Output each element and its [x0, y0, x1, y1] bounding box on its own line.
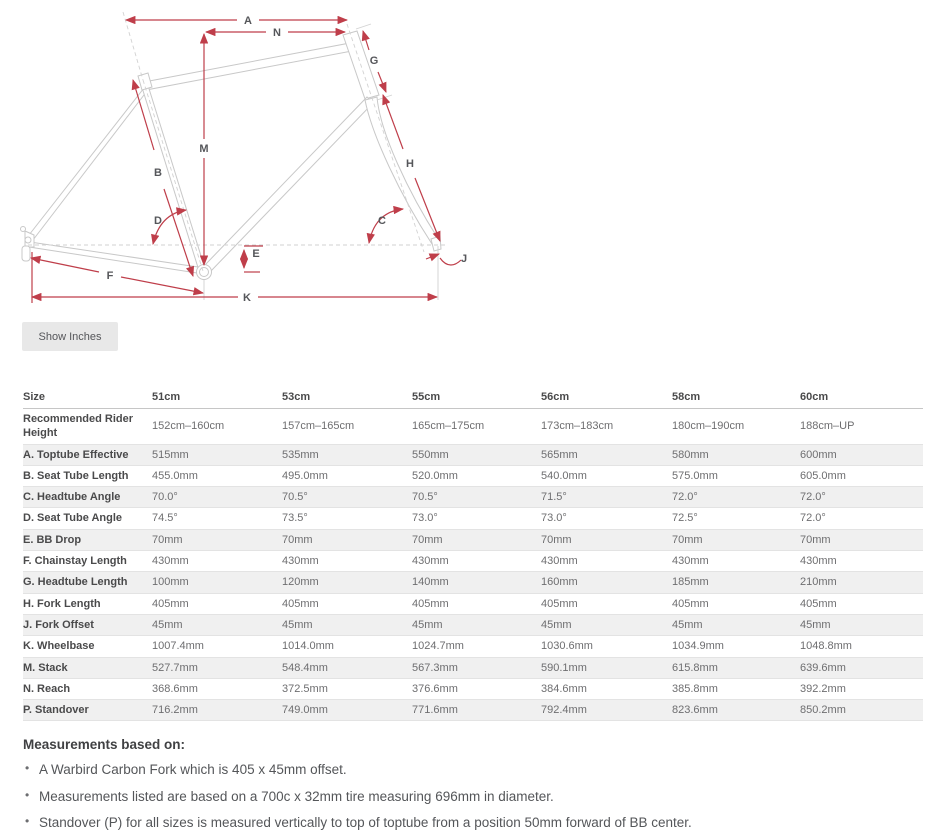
row-value: 392.2mm: [800, 678, 923, 699]
row-value: 567.3mm: [412, 657, 541, 678]
row-value: 180cm–190cm: [672, 409, 800, 445]
row-value: 70.5°: [282, 487, 412, 508]
row-value: 455.0mm: [152, 465, 282, 486]
dim-c: [369, 209, 403, 243]
table-row: [23, 572, 923, 593]
row-value: 605.0mm: [800, 465, 923, 486]
note-item: • Measurements listed are based on a 700c x 32mm tire measuring 696mm in diameter.: [23, 789, 923, 805]
dim-label-h: H: [406, 158, 414, 170]
row-value: 210mm: [800, 572, 923, 593]
geometry-diagram: [0, 0, 480, 310]
row-value: 165cm–175cm: [412, 409, 541, 445]
row-value: 70mm: [412, 529, 541, 550]
row-label: A. Toptube Effective: [23, 444, 152, 465]
table-row: [23, 657, 923, 678]
row-value: 430mm: [541, 551, 672, 572]
row-value: 74.5°: [152, 508, 282, 529]
row-value: 405mm: [282, 593, 412, 614]
geometry-table-head: [23, 387, 923, 409]
row-value: 580mm: [672, 444, 800, 465]
table-row: [23, 487, 923, 508]
table-row: [23, 508, 923, 529]
notes-list: [23, 762, 923, 831]
toptube: [144, 43, 352, 90]
column-header-size: Size: [23, 387, 152, 409]
notes-section: [23, 737, 923, 833]
row-label: C. Headtube Angle: [23, 487, 152, 508]
row-value: 550mm: [412, 444, 541, 465]
row-label: J. Fork Offset: [23, 614, 152, 635]
row-value: 73.5°: [282, 508, 412, 529]
row-label: P. Standover: [23, 700, 152, 721]
dim-label-j: J: [460, 253, 468, 265]
row-value: 639.6mm: [800, 657, 923, 678]
row-value: 45mm: [800, 614, 923, 635]
table-row: [23, 593, 923, 614]
row-value: 140mm: [412, 572, 541, 593]
row-value: 716.2mm: [152, 700, 282, 721]
row-value: 384.6mm: [541, 678, 672, 699]
row-value: 160mm: [541, 572, 672, 593]
row-label: D. Seat Tube Angle: [23, 508, 152, 529]
row-value: 430mm: [800, 551, 923, 572]
row-value: 72.0°: [800, 508, 923, 529]
row-value: 405mm: [672, 593, 800, 614]
column-header: 55cm: [412, 387, 541, 409]
row-value: 72.0°: [800, 487, 923, 508]
dim-label-c: C: [378, 215, 386, 227]
dim-label-g: G: [369, 55, 379, 67]
geometry-table: [23, 387, 923, 721]
row-value: 600mm: [800, 444, 923, 465]
row-value: 430mm: [152, 551, 282, 572]
row-value: 405mm: [800, 593, 923, 614]
row-value: 430mm: [412, 551, 541, 572]
column-header: 56cm: [541, 387, 672, 409]
row-label: E. BB Drop: [23, 529, 152, 550]
column-header: 53cm: [282, 387, 412, 409]
row-value: 565mm: [541, 444, 672, 465]
rear-brake: [21, 227, 26, 232]
column-header: 58cm: [672, 387, 800, 409]
row-value: 185mm: [672, 572, 800, 593]
dim-label-k: K: [243, 292, 251, 304]
row-label: N. Reach: [23, 678, 152, 699]
row-label: F. Chainstay Length: [23, 551, 152, 572]
size-table-header-row: [23, 387, 923, 409]
dim-label-b: B: [154, 167, 162, 179]
column-header: 51cm: [152, 387, 282, 409]
row-value: 430mm: [672, 551, 800, 572]
row-value: 70mm: [672, 529, 800, 550]
row-value: 520.0mm: [412, 465, 541, 486]
row-value: 70mm: [282, 529, 412, 550]
row-value: 188cm–UP: [800, 409, 923, 445]
table-row: [23, 409, 923, 445]
row-value: 430mm: [282, 551, 412, 572]
row-label: G. Headtube Length: [23, 572, 152, 593]
row-value: 749.0mm: [282, 700, 412, 721]
row-value: 73.0°: [412, 508, 541, 529]
row-value: 792.4mm: [541, 700, 672, 721]
notes-heading: Measurements based on:: [23, 737, 186, 752]
dim-label-f: F: [106, 270, 114, 282]
row-value: 850.2mm: [800, 700, 923, 721]
row-value: 152cm–160cm: [152, 409, 282, 445]
row-label: Recommended Rider Height: [23, 409, 152, 445]
row-label: K. Wheelbase: [23, 636, 152, 657]
row-value: 590.1mm: [541, 657, 672, 678]
row-value: 527.7mm: [152, 657, 282, 678]
row-value: 1014.0mm: [282, 636, 412, 657]
row-value: 771.6mm: [412, 700, 541, 721]
row-value: 495.0mm: [282, 465, 412, 486]
dim-j: [426, 254, 461, 265]
row-value: 1024.7mm: [412, 636, 541, 657]
row-value: 376.6mm: [412, 678, 541, 699]
row-value: 70mm: [800, 529, 923, 550]
row-value: 45mm: [282, 614, 412, 635]
row-value: 535mm: [282, 444, 412, 465]
row-label: B. Seat Tube Length: [23, 465, 152, 486]
row-value: 70mm: [541, 529, 672, 550]
bike-frame: [21, 31, 442, 280]
size-table-body: [23, 409, 923, 721]
row-value: 405mm: [541, 593, 672, 614]
row-value: 372.5mm: [282, 678, 412, 699]
column-header: 60cm: [800, 387, 923, 409]
row-value: 823.6mm: [672, 700, 800, 721]
row-value: 45mm: [672, 614, 800, 635]
table-row: [23, 465, 923, 486]
dim-b: [133, 80, 193, 276]
row-value: 548.4mm: [282, 657, 412, 678]
rear-axle: [25, 237, 31, 243]
row-value: 368.6mm: [152, 678, 282, 699]
row-value: 71.5°: [541, 487, 672, 508]
row-value: 72.5°: [672, 508, 800, 529]
table-row: [23, 636, 923, 657]
row-value: 173cm–183cm: [541, 409, 672, 445]
note-item: • Standover (P) for all sizes is measured vertically to top of toptube from a position 50mm forward of BB center.: [23, 815, 923, 831]
derailleur-hanger: [22, 246, 30, 261]
row-value: 405mm: [152, 593, 282, 614]
row-label: M. Stack: [23, 657, 152, 678]
row-value: 575.0mm: [672, 465, 800, 486]
row-value: 385.8mm: [672, 678, 800, 699]
dim-label-n: N: [273, 27, 281, 39]
row-value: 45mm: [541, 614, 672, 635]
table-row: [23, 529, 923, 550]
row-value: 1007.4mm: [152, 636, 282, 657]
row-value: 120mm: [282, 572, 412, 593]
row-value: 45mm: [412, 614, 541, 635]
table-row: [23, 551, 923, 572]
row-value: 1030.6mm: [541, 636, 672, 657]
row-value: 615.8mm: [672, 657, 800, 678]
dim-label-d: D: [154, 215, 162, 227]
dim-label-e: E: [252, 248, 260, 260]
dim-label-m: M: [199, 143, 209, 155]
table-row: [23, 700, 923, 721]
row-value: 1034.9mm: [672, 636, 800, 657]
fork: [365, 97, 439, 244]
row-value: 405mm: [412, 593, 541, 614]
row-value: 100mm: [152, 572, 282, 593]
row-value: 1048.8mm: [800, 636, 923, 657]
table-row: [23, 678, 923, 699]
downtube: [204, 97, 373, 272]
row-value: 73.0°: [541, 508, 672, 529]
row-value: 157cm–165cm: [282, 409, 412, 445]
row-value: 70mm: [152, 529, 282, 550]
table-row: [23, 444, 923, 465]
note-item: • A Warbird Carbon Fork which is 405 x 45mm offset.: [23, 762, 923, 778]
show-inches-button[interactable]: Show Inches: [22, 322, 118, 351]
row-label: H. Fork Length: [23, 593, 152, 614]
row-value: 70.0°: [152, 487, 282, 508]
row-value: 72.0°: [672, 487, 800, 508]
dim-label-a: A: [244, 15, 252, 27]
dim-f: [31, 258, 203, 293]
row-value: 540.0mm: [541, 465, 672, 486]
table-row: [23, 614, 923, 635]
row-value: 515mm: [152, 444, 282, 465]
row-value: 45mm: [152, 614, 282, 635]
row-value: 70.5°: [412, 487, 541, 508]
